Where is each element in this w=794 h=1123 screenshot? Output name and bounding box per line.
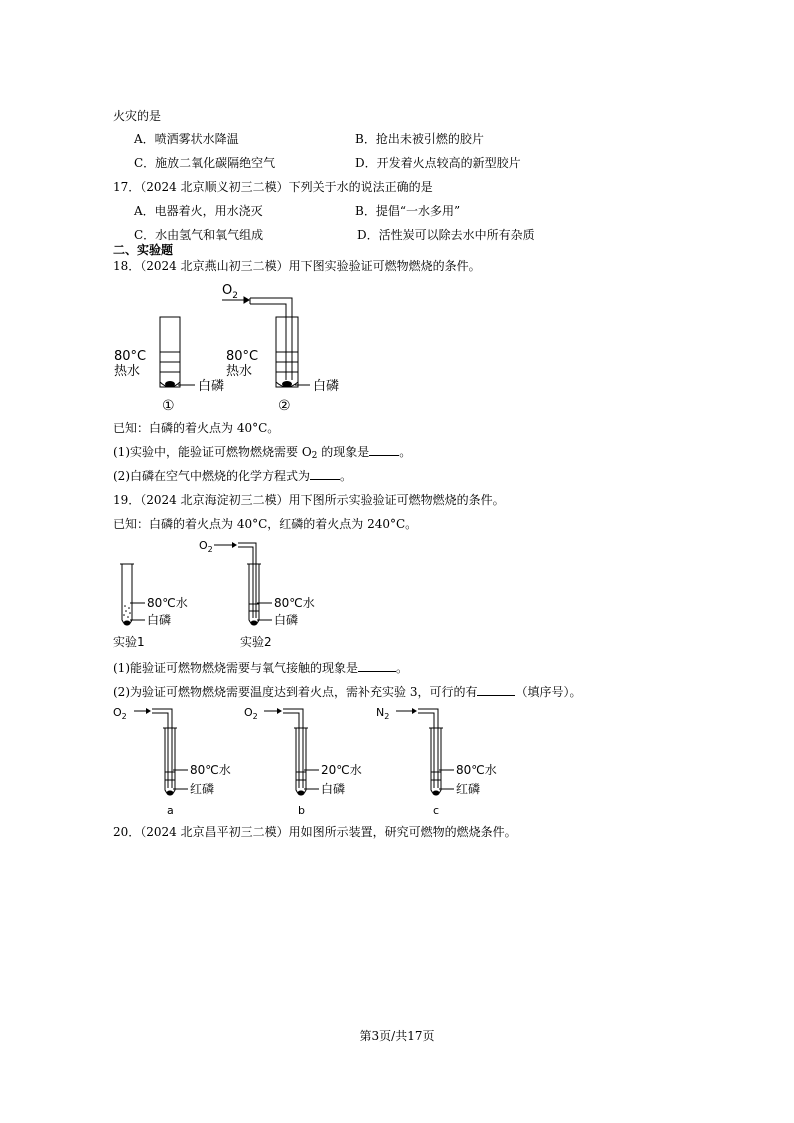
q18-tube-1-label: ① [162,398,175,414]
q18-sub2: (2)白磷在空气中燃烧的化学方程式为 。 [113,469,353,483]
q19-tube-a [165,728,175,795]
q19-o2-label: $O_2$ [199,539,213,554]
q19-a-phosphorus: 红磷 [190,782,215,796]
q19-c-water: 80℃水 [456,763,497,777]
q19-a-label: a [167,804,174,817]
q19-stem: 19．（2024 北京海淀初三二模）用下图所示实验验证可燃物燃烧的条件。 [113,493,505,507]
q17-option-a[interactable]: A．电器着火，用水浇灭 [134,204,263,218]
q19-b-gas: $O_2$ [244,706,258,721]
q16-option-b[interactable]: B．抢出未被引燃的胶片 [355,132,484,146]
q20-stem: 20．（2024 北京昌平初三二模）用如图所示装置，研究可燃物的燃烧条件。 [113,825,517,839]
q18-temp-label-2: 80°C [226,349,259,364]
q19-exp1-phosphorus: 白磷 [147,613,172,627]
q19-b-label: b [298,804,305,817]
q18-water-label-2: 热水 [226,364,253,379]
q19-c-label: c [433,804,440,817]
q18-phosphorus-label-1: 白磷 [198,379,225,394]
q19-c-gas: $N_2$ [376,706,390,721]
q18-tube-2-label: ② [278,398,291,414]
q19-exp2-phosphorus: 白磷 [274,613,299,627]
q18-temp-label-1: 80°C [114,349,147,364]
q19-tube-c [431,728,441,795]
q19-exp2-label: 实验2 [240,635,272,649]
q17-option-b[interactable]: B．提倡“一水多用” [355,204,461,218]
q17-stem: 17．（2024 北京顺义初三二模）下列关于水的说法正确的是 [113,180,433,194]
q19-exp1-water: 80℃水 [147,596,188,610]
q18-o2-label: $O_2$ [222,283,238,301]
q17-option-d[interactable]: D．活性炭可以除去水中所有杂质 [357,228,535,242]
q18-known: 已知：白磷的着火点为 40°C。 [113,421,280,435]
q18-phosphorus-label-2: 白磷 [313,379,340,394]
q19-tube-b [296,728,306,795]
q17-option-c[interactable]: C．水由氢气和氧气组成 [134,228,264,242]
q19-a-water: 80℃水 [190,763,231,777]
q18-water-label-1: 热水 [114,364,141,379]
q18-stem: 18．（2024 北京燕山初三二模）用下图实验验证可燃物燃烧的条件。 [113,259,481,273]
q19-sub2: (2)为验证可燃物燃烧需要温度达到着火点，需补充实验 3，可行的有 （填序号）。 [113,685,582,699]
q19-b-water: 20℃水 [321,763,362,777]
q18-sub1: (1)实验中，能验证可燃物燃烧需要 $O_2$ 的现象是 。 [113,445,412,461]
q19-exp2-water: 80℃水 [274,596,315,610]
q19-sub1: (1)能验证可燃物燃烧需要与氧气接触的现象是 。 [113,661,409,675]
q19-b-phosphorus: 白磷 [321,782,346,796]
q19-a-gas: $O_2$ [113,706,127,721]
q16-option-a[interactable]: A．喷洒雾状水降温 [134,132,239,146]
q16-stem-tail: 火灾的是 [113,109,162,123]
q16-option-c[interactable]: C．施放二氧化碳隔绝空气 [134,156,276,170]
q19-exp1-label: 实验1 [113,635,145,649]
page-footer: 第3页/共17页 [359,1029,435,1043]
q19-known: 已知：白磷的着火点为 40°C，红磷的着火点为 240°C。 [113,517,418,531]
q16-option-d[interactable]: D．开发着火点较高的新型胶片 [355,156,521,170]
section-title: 二、实验题 [113,243,174,257]
q19-c-phosphorus: 红磷 [456,782,481,796]
